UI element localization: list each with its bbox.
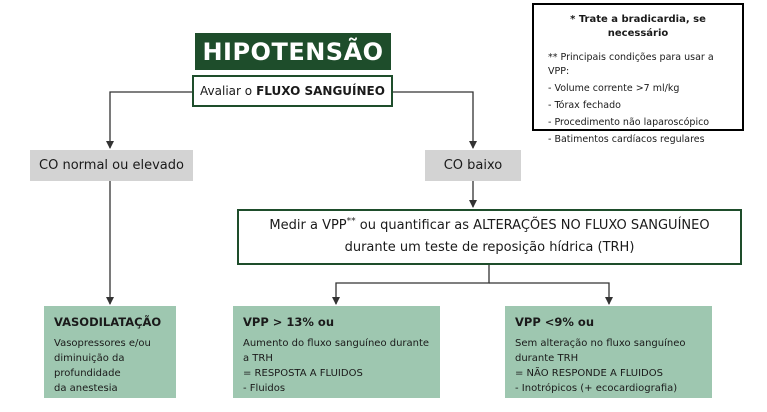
vpp-low-line: = NÃO RESPONDE A FLUIDOS bbox=[515, 368, 663, 379]
notes-heading: * Trate a bradicardia, se necessário bbox=[570, 14, 706, 39]
vasodilation-line: Vasopressores e/ou bbox=[54, 338, 151, 349]
assess-prefix: Avaliar o bbox=[200, 84, 253, 98]
vpp-low-line: - Inotrópicos (+ ecocardiografia) bbox=[515, 383, 678, 394]
vpp-high-box bbox=[233, 306, 440, 398]
notes-box bbox=[532, 3, 744, 145]
assess-blood-flow-box bbox=[192, 75, 393, 107]
connector-assess-to-co-low bbox=[393, 92, 473, 148]
vpp-high-line: Aumento do fluxo sanguíneo durante a TRH bbox=[243, 338, 430, 364]
co-low-box: CO baixo bbox=[425, 150, 521, 181]
notes-item: - Tórax fechado bbox=[548, 100, 621, 111]
notes-subheading: ** Principais condições para usar a VPP: bbox=[548, 52, 714, 77]
vpp-low-line: Sem alteração no fluxo sanguíneo durante TRH bbox=[515, 338, 686, 364]
connector-assess-to-co-normal bbox=[110, 92, 192, 148]
connector-measure-to-vpp-low bbox=[489, 283, 609, 304]
vpp-high-line: - Fluidos bbox=[243, 383, 286, 394]
vpp-high-heading: VPP > 13% ou bbox=[243, 315, 335, 329]
vasodilation-line: da anestesia bbox=[54, 383, 118, 394]
vpp-low-heading: VPP <9% ou bbox=[515, 315, 595, 329]
notes-item: - Batimentos cardíacos regulares bbox=[548, 134, 705, 145]
measure-line-1-start: Medir a VPP bbox=[269, 218, 347, 233]
notes-item: - Procedimento não laparoscópico bbox=[548, 117, 710, 128]
connector-measure-split bbox=[336, 265, 489, 304]
measure-line-2: durante um teste de reposição hídrica (TRH) bbox=[344, 240, 635, 255]
vpp-high-line: = RESPOSTA A FLUIDOS bbox=[243, 368, 363, 379]
measure-line-1-end: ou quantificar as ALTERAÇÕES NO FLUXO SANGUÍNEO bbox=[355, 218, 710, 233]
notes-item: - Volume corrente >7 ml/kg bbox=[548, 83, 680, 94]
vasodilation-heading: VASODILATAÇÃO bbox=[54, 315, 162, 329]
vasodilation-box bbox=[44, 306, 176, 398]
measure-footnote-mark: ** bbox=[346, 216, 356, 227]
assess-emphasis: FLUXO SANGUÍNEO bbox=[256, 84, 385, 98]
measure-line-1 bbox=[269, 215, 709, 237]
vasodilation-line: diminuição da profundidade bbox=[54, 353, 125, 379]
vpp-low-box bbox=[505, 306, 712, 398]
co-normal-box: CO normal ou elevado bbox=[30, 150, 193, 181]
measure-vpp-box bbox=[237, 209, 742, 265]
diagram-title: HIPOTENSÃO bbox=[195, 33, 391, 70]
